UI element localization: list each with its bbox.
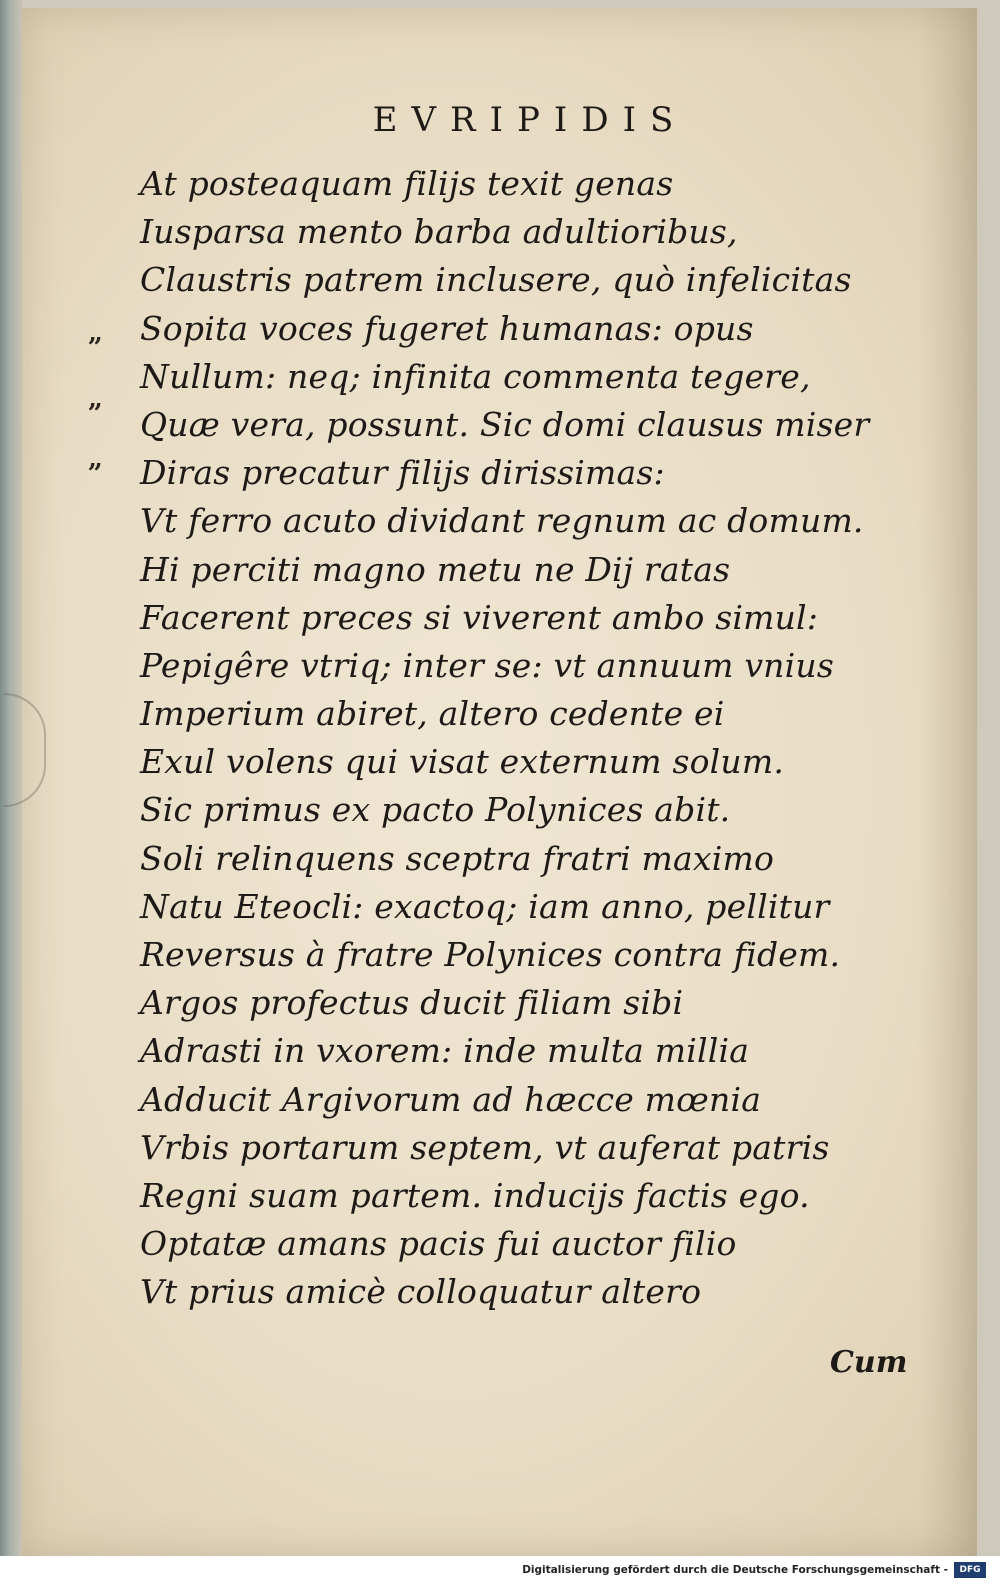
catchword: Cum — [830, 1345, 908, 1380]
verse-line: Exul volens qui visat externum solum. — [140, 742, 785, 782]
marginal-quote-mark: „ — [88, 318, 103, 348]
verse-line: Imperium abiret, altero cedente ei — [140, 694, 725, 734]
verse-line: Facerent preces si viverent ambo simul: — [140, 597, 819, 637]
verse-line: Reversus à fratre Polynices contra fidem. — [140, 935, 841, 974]
verse-line: Sopita voces fugeret humanas: opus — [140, 308, 754, 348]
marginal-quote-mark: „ — [88, 384, 103, 414]
verse-line: Nullum: neq; infinita commenta tegere, — [140, 356, 811, 396]
verse-line: Quæ vera, possunt. Sic domi clausus miser — [140, 404, 870, 444]
verse-line: Diras precatur filijs dirissimas: — [140, 453, 665, 493]
marginal-quote-mark: „ — [88, 444, 103, 474]
verse-line: Regni suam partem. inducijs factis ego. — [140, 1175, 810, 1215]
running-head: EVRIPIDIS — [372, 100, 688, 140]
verse-line: Claustris patrem inclusere, quò infelicitas — [140, 260, 852, 300]
dfg-logo-icon: DFG — [954, 1562, 986, 1578]
verse-line: Vrbis portarum septem, vt auferat patris — [140, 1127, 830, 1167]
verse-line: Soli relinquens sceptra fratri maximo — [140, 838, 775, 878]
verse-line: Argos profectus ducit filiam sibi — [140, 983, 684, 1023]
digitization-footer — [0, 1556, 1000, 1588]
verse-line: Natu Eteocli: exactoq; iam anno, pellitur — [140, 886, 830, 926]
verse-line: Hi perciti magno metu ne Dij ratas — [140, 549, 731, 589]
page-gutter-shadow — [917, 8, 977, 1556]
verse-line: Adducit Argivorum ad hæcce mœnia — [140, 1079, 762, 1119]
verse-line: Optatæ amans pacis fui auctor filio — [140, 1224, 737, 1264]
verse-line: Pepigêre vtriq; inter se: vt annuum vnius — [140, 645, 834, 685]
verse-block — [140, 160, 870, 1317]
verse-line: Iusparsa mento barba adultioribus, — [140, 212, 738, 252]
verse-line: Sic primus ex pacto Polynices abit. — [140, 790, 731, 830]
verse-line: At posteaquam filijs texit genas — [140, 164, 674, 203]
verse-line: Vt prius amicè colloquatur altero — [140, 1272, 702, 1312]
verse-line: Adrasti in vxorem: inde multa millia — [140, 1031, 750, 1071]
verse-line: Vt ferro acuto dividant regnum ac domum. — [140, 501, 864, 541]
funding-credit: Digitalisierung gefördert durch die Deutsche Forschungsgemeinschaft - — [522, 1564, 948, 1576]
